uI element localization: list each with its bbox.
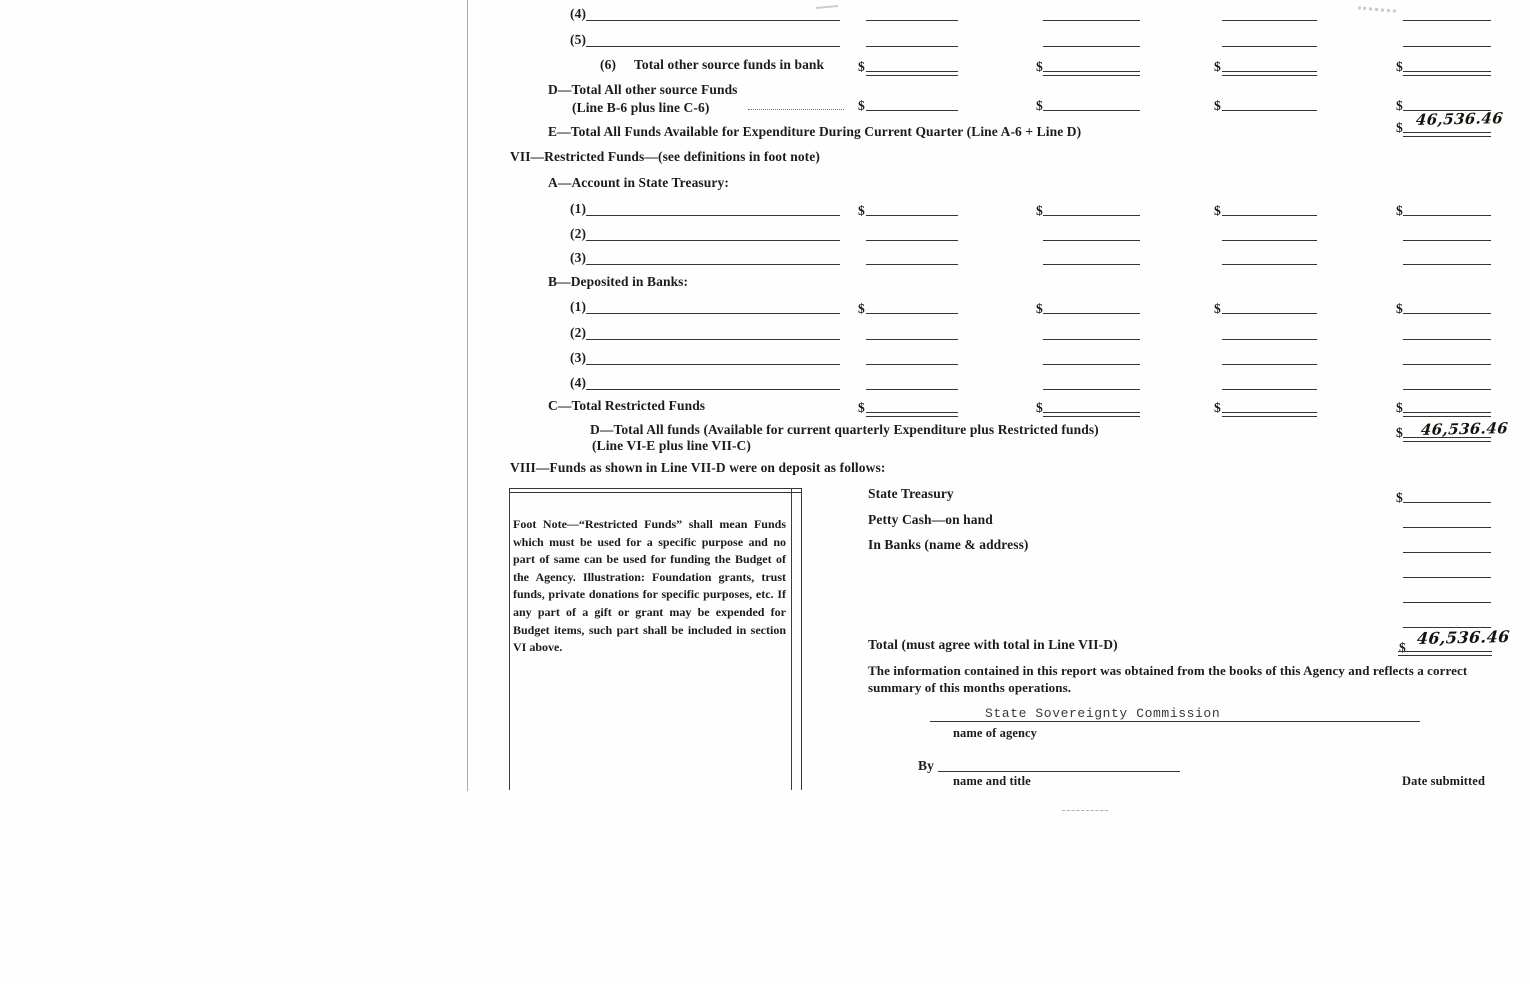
entry-line xyxy=(586,313,840,314)
total-line xyxy=(1403,437,1491,438)
amount-line xyxy=(866,364,958,365)
row-label: (3) xyxy=(570,350,587,365)
amount-line xyxy=(1403,264,1491,265)
amount-line xyxy=(1222,110,1317,111)
footnote-box-left-border xyxy=(509,488,510,790)
amount-line xyxy=(1043,215,1140,216)
row-label: (2) xyxy=(570,226,587,241)
amount-line xyxy=(1222,240,1317,241)
pencil-mark xyxy=(1062,810,1108,811)
amount-line xyxy=(1222,313,1317,314)
total-line xyxy=(1222,412,1317,413)
amount-line xyxy=(1222,215,1317,216)
total-line xyxy=(1043,412,1140,413)
amount-line xyxy=(1403,240,1491,241)
total-line xyxy=(1403,71,1491,72)
footnote-box-top-line xyxy=(510,492,801,493)
amount-line xyxy=(1222,46,1317,47)
agency-name-caption: name of agency xyxy=(953,726,1038,740)
amount-line xyxy=(866,215,958,216)
amount-line xyxy=(1403,215,1491,216)
amount-line xyxy=(1043,110,1140,111)
total-line xyxy=(1403,412,1491,413)
dollar-sign: $ xyxy=(858,301,865,316)
entry-line xyxy=(586,46,840,47)
entry-line xyxy=(586,339,840,340)
amount-line xyxy=(1403,339,1491,340)
dollar-sign: $ xyxy=(1396,203,1403,218)
amount-line xyxy=(1043,364,1140,365)
dollar-sign: $ xyxy=(1396,98,1403,113)
dollar-sign: $ xyxy=(1396,301,1403,316)
total-label: Total (must agree with total in Line VII-D) xyxy=(868,637,1118,652)
row-4-label: (4) xyxy=(570,6,587,21)
row-label: (4) xyxy=(570,375,587,390)
agency-name-typed: State Sovereignty Commission xyxy=(985,706,1221,721)
dollar-sign: $ xyxy=(1399,640,1406,655)
dollar-sign: $ xyxy=(1214,98,1221,113)
dollar-sign: $ xyxy=(1036,301,1043,316)
section-viii-heading: VIII—Funds as shown in Line VII-D were on deposit as follows: xyxy=(510,460,886,475)
amount-line xyxy=(866,339,958,340)
amount-line xyxy=(1043,240,1140,241)
footnote-box-right-border xyxy=(801,488,802,790)
amount-line xyxy=(866,389,958,390)
dollar-sign: $ xyxy=(1396,490,1403,505)
amount-line xyxy=(1043,20,1140,21)
section-vii-d-sublabel: (Line VI-E plus line VII-C) xyxy=(592,438,751,453)
dollar-sign: $ xyxy=(1396,59,1403,74)
dollar-sign: $ xyxy=(1214,301,1221,316)
dollar-sign: $ xyxy=(1036,98,1043,113)
amount-line xyxy=(1043,313,1140,314)
row-5-label: (5) xyxy=(570,32,587,47)
amount-line xyxy=(1043,264,1140,265)
amount-line xyxy=(1403,602,1491,603)
entry-line xyxy=(586,389,840,390)
row-label: (1) xyxy=(570,299,587,314)
amount-line xyxy=(1043,339,1140,340)
amount-line xyxy=(1403,389,1491,390)
amount-line xyxy=(1043,46,1140,47)
scan-edge-line xyxy=(467,0,468,791)
total-line xyxy=(1398,651,1492,652)
section-vii-c-label: C—Total Restricted Funds xyxy=(548,398,706,413)
amount-line xyxy=(1222,20,1317,21)
dollar-sign: $ xyxy=(858,400,865,415)
amount-line xyxy=(866,20,958,21)
dollar-sign: $ xyxy=(1036,203,1043,218)
amount-line xyxy=(1043,389,1140,390)
total-line xyxy=(1403,132,1491,133)
section-vii-b-heading: B—Deposited in Banks: xyxy=(548,274,689,289)
dollar-sign: $ xyxy=(1396,425,1403,440)
amount-line xyxy=(1403,364,1491,365)
dollar-sign: $ xyxy=(1214,400,1221,415)
row-label: (2) xyxy=(570,325,587,340)
amount-line xyxy=(1222,364,1317,365)
amount-line xyxy=(866,46,958,47)
in-banks-label: In Banks (name & address) xyxy=(868,537,1029,552)
dollar-sign: $ xyxy=(1214,203,1221,218)
amount-line xyxy=(866,240,958,241)
total-line xyxy=(1043,71,1140,72)
petty-cash-label: Petty Cash—on hand xyxy=(868,512,993,527)
dollar-sign: $ xyxy=(858,98,865,113)
section-vii-d-label: D—Total All funds (Available for current quarterly Expenditure plus Restricted funds) xyxy=(590,422,1099,437)
certification-text: The information contained in this report was obtained from the books of this Agency and reflects a correct summary of this months operations. xyxy=(868,663,1468,695)
total-line xyxy=(1222,71,1317,72)
row-6-label: Total other source funds in bank xyxy=(634,57,825,72)
handwritten-amount: 46,536.46 xyxy=(1415,109,1504,129)
entry-line xyxy=(586,215,840,216)
section-vii-heading: VII—Restricted Funds—(see definitions in foot note) xyxy=(510,149,820,164)
amount-line xyxy=(1403,577,1491,578)
entry-line xyxy=(586,364,840,365)
amount-line xyxy=(1222,389,1317,390)
dollar-sign: $ xyxy=(858,59,865,74)
amount-line xyxy=(1403,552,1491,553)
amount-line xyxy=(1403,46,1491,47)
amount-line xyxy=(866,110,958,111)
by-signature-line xyxy=(938,771,1180,772)
entry-line xyxy=(586,264,840,265)
dollar-sign: $ xyxy=(1214,59,1221,74)
pencil-mark xyxy=(816,5,838,9)
amount-line xyxy=(1403,502,1491,503)
dollar-sign: $ xyxy=(1036,400,1043,415)
dollar-sign: $ xyxy=(1396,400,1403,415)
by-label: By xyxy=(918,758,934,773)
footnote-box-top-line xyxy=(510,488,801,489)
row-label: (3) xyxy=(570,250,587,265)
entry-line xyxy=(586,20,840,21)
state-treasury-label: State Treasury xyxy=(868,486,954,501)
row-label: (1) xyxy=(570,201,587,216)
handwritten-total: 46,536.46 xyxy=(1416,627,1511,648)
footnote-text: Foot Note—“Restricted Funds” shall mean Funds which must be used for a specific purpose and no part of same can be used for funding the Budget of the Agency. Illustration: Foundation grants, trust funds, private donations for specific purposes, etc. If any part of a gift or grant may be expended for Budget items, such part shall be included in section VI above. xyxy=(513,517,786,655)
pencil-mark xyxy=(1358,6,1396,12)
entry-line xyxy=(586,240,840,241)
dollar-sign: $ xyxy=(1396,120,1403,135)
amount-line xyxy=(866,264,958,265)
carry-d-sublabel: (Line B-6 plus line C-6) xyxy=(572,100,710,115)
amount-line xyxy=(1403,313,1491,314)
dollar-sign: $ xyxy=(1036,59,1043,74)
amount-line xyxy=(1222,339,1317,340)
amount-line xyxy=(1222,264,1317,265)
handwritten-amount: 46,536.46 xyxy=(1420,419,1509,439)
dollar-sign: $ xyxy=(858,203,865,218)
carry-e-label: E—Total All Funds Available for Expenditure During Current Quarter (Line A-6 + Line D) xyxy=(548,124,1082,139)
total-line xyxy=(866,71,958,72)
footnote-box-right-border xyxy=(791,488,792,790)
amount-line xyxy=(1403,20,1491,21)
section-vii-a-heading: A—Account in State Treasury: xyxy=(548,175,729,190)
date-submitted-caption: Date submitted xyxy=(1402,774,1485,788)
amount-line xyxy=(1403,527,1491,528)
amount-line xyxy=(866,313,958,314)
dot-leader xyxy=(748,109,844,110)
row-6-number: (6) xyxy=(600,57,617,72)
agency-name-line xyxy=(930,721,1420,722)
total-line xyxy=(866,412,958,413)
name-title-caption: name and title xyxy=(953,774,1031,788)
carry-d-label: D—Total All other source Funds xyxy=(548,82,738,97)
